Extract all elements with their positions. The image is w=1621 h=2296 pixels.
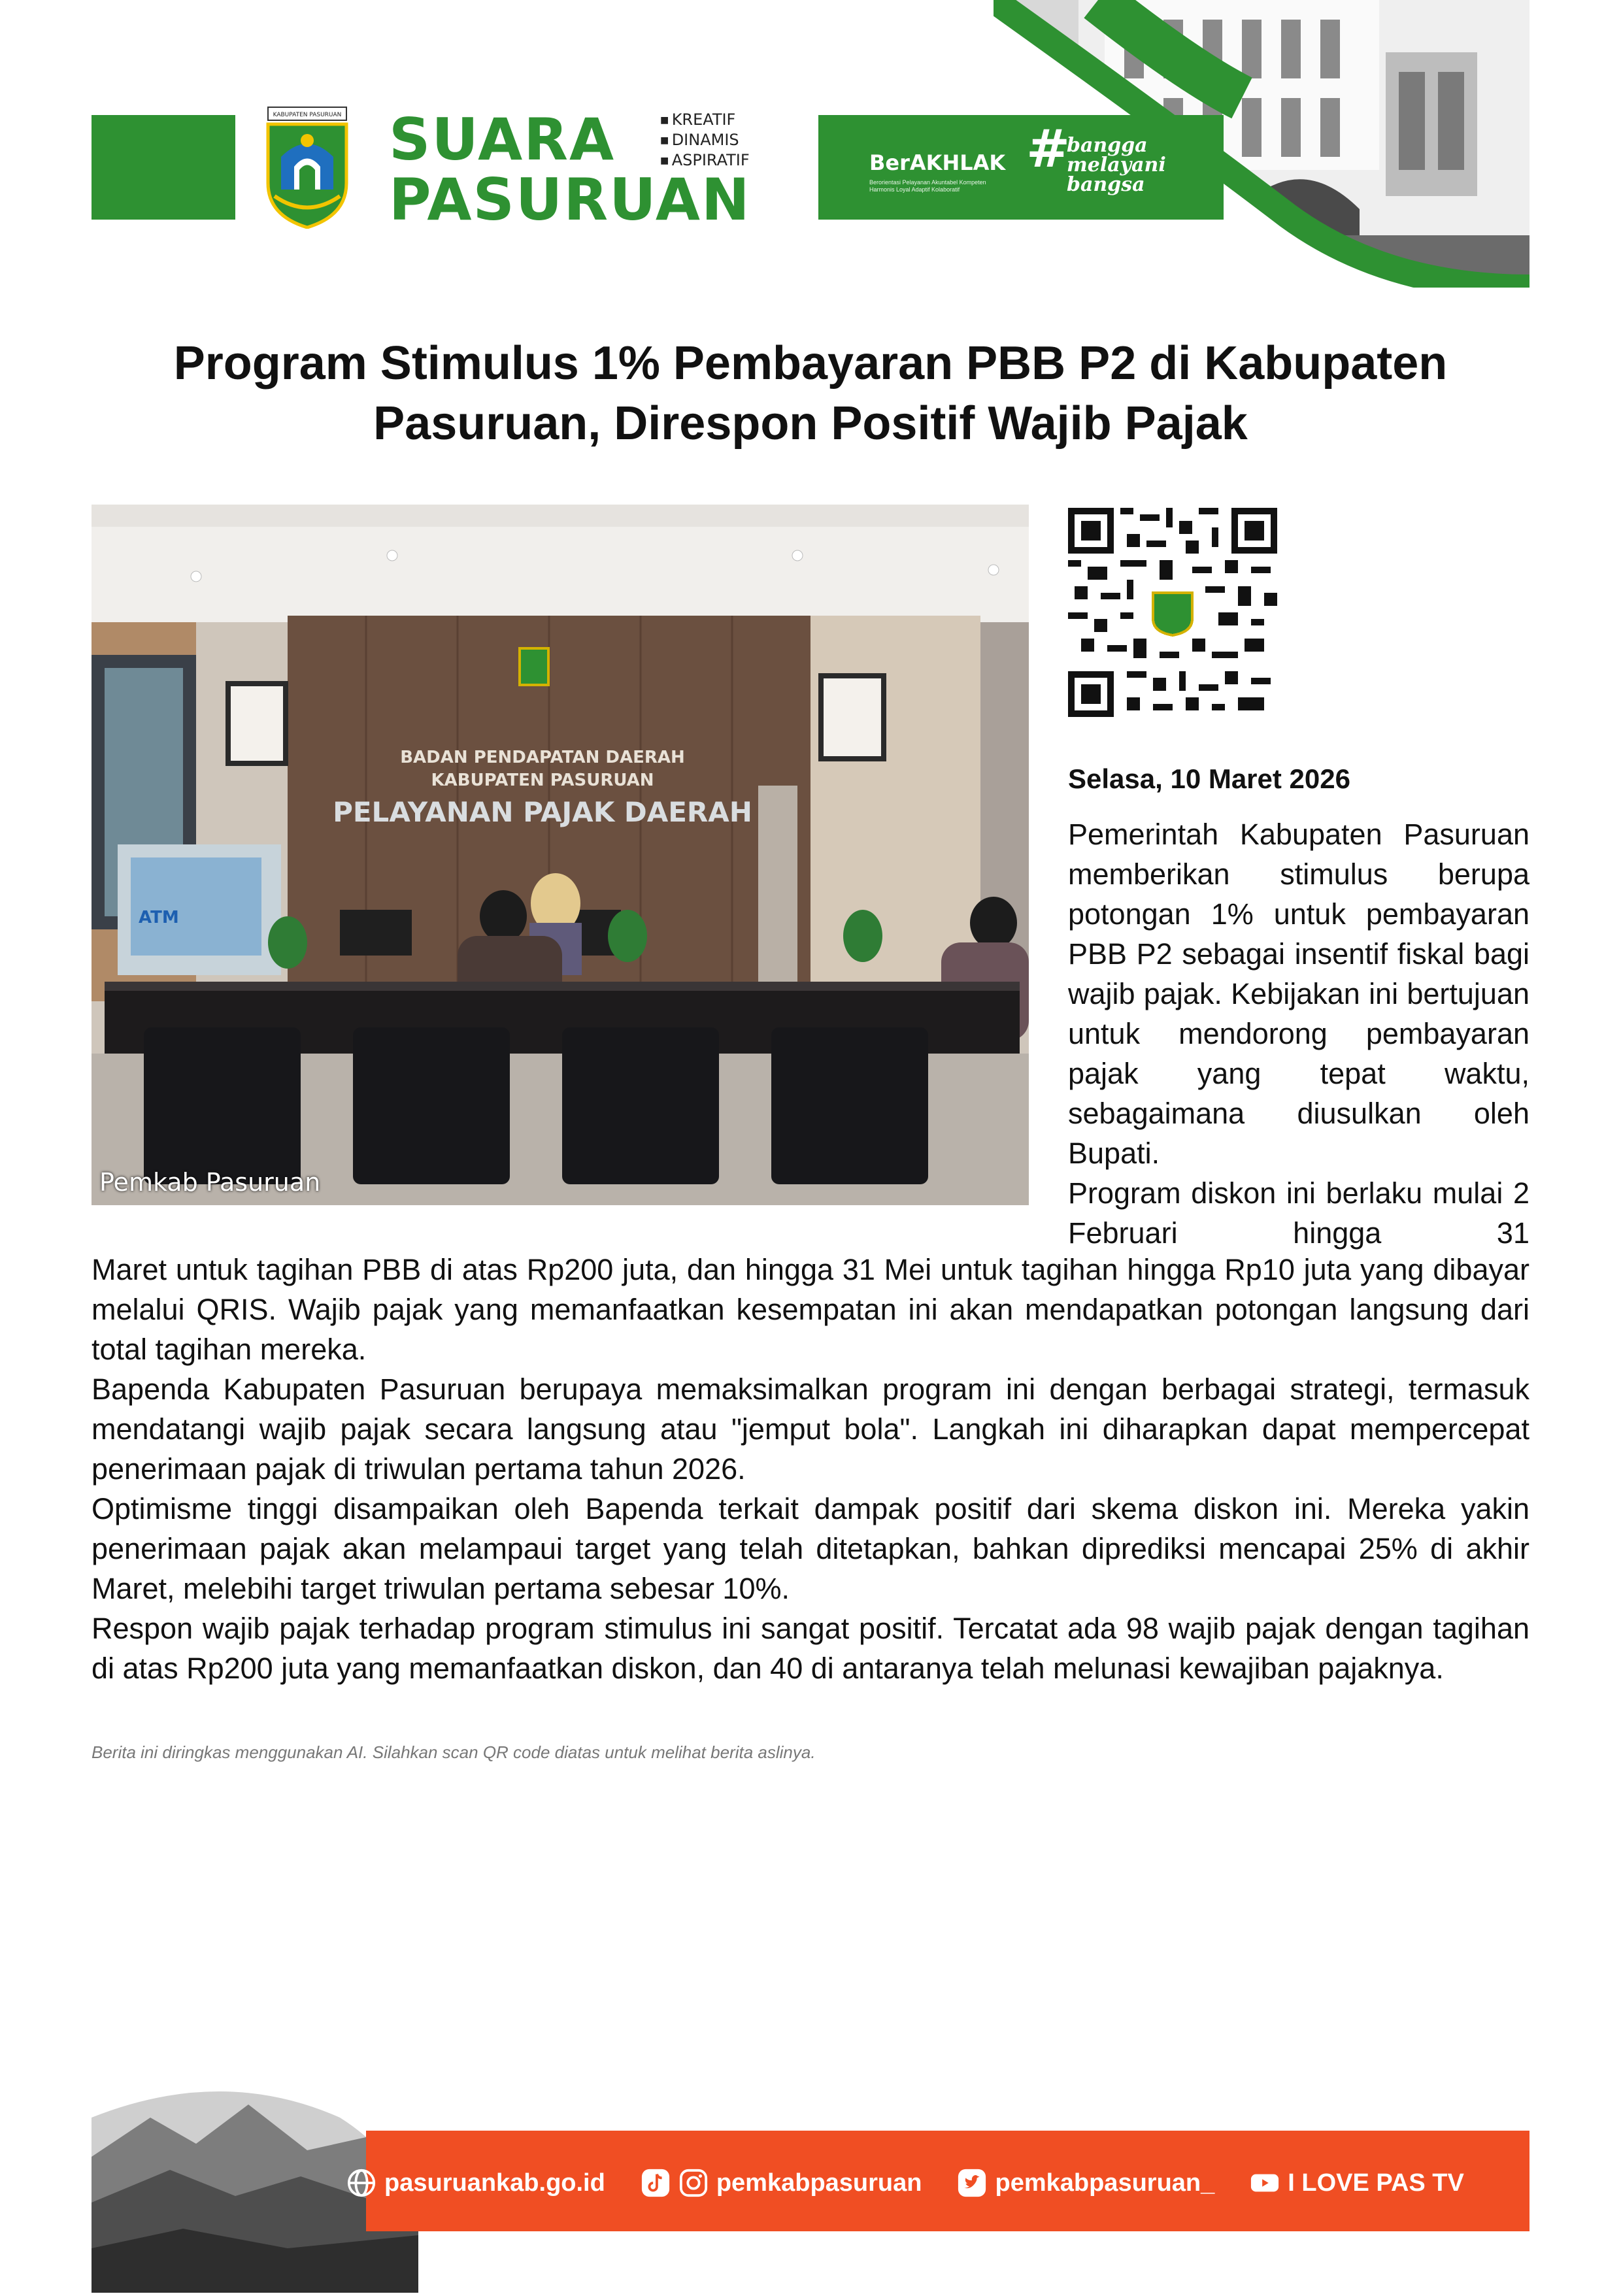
hashtag-word: bangga [1067, 134, 1148, 157]
berakhlak-subtitle: Berorientasi Pelayanan Akuntabel Kompeten Harmonis Loyal Adaptif Kolaboratif [869, 179, 986, 193]
hashtag-word: melayani [1067, 154, 1166, 176]
footer-twitter-link[interactable]: pemkabpasuruan_ [995, 2169, 1215, 2197]
crest-label: KABUPATEN PASURUAN [273, 112, 342, 118]
paragraph: Maret untuk tagihan PBB di atas Rp200 juta, dan hingga 31 Mei untuk tagihan hingga Rp10 juta yang dibayar melalui QRIS. Wajib pajak yang memanfaatkan kesempatan ini akan mendapatkan potongan langsung dari total tagihan mereka. [92, 1253, 1529, 1366]
article-date: Selasa, 10 Maret 2026 [1068, 763, 1350, 794]
photo-sign-line3: PELAYANAN PAJAK DAERAH [333, 796, 752, 828]
footer-links [346, 2163, 1464, 2203]
article-title: Program Stimulus 1% Pembayaran PBB P2 di Kabupaten Pasuruan, Direspon Positif Wajib Pajak [173, 337, 1448, 450]
footer-website-link[interactable]: pasuruankab.go.id [384, 2169, 605, 2197]
paragraph: Respon wajib pajak terhadap program stimulus ini sangat positif. Tercatat ada 98 wajib pajak dengan tagihan di atas Rp200 juta yang memanfaatkan diskon, dan 40 di antaranya telah melunasi kewajiban pajaknya. [92, 1612, 1529, 1685]
hashtag-word: bangsa [1067, 173, 1145, 196]
twitter-icon [957, 2168, 987, 2198]
tagline [660, 110, 750, 171]
hashtag-icon: # [1026, 118, 1071, 179]
brand-line-2: PASURUAN [389, 166, 751, 233]
qr-code[interactable] [1068, 508, 1277, 717]
article-side-text [1068, 814, 1529, 1253]
berakhlak-logo: BerAKHLAK [869, 150, 1006, 175]
ai-disclaimer: Berita ini diringkas menggunakan AI. Silahkan scan QR code diatas untuk melihat berita aslinya. [92, 1742, 816, 1762]
brand-line-1: SUARA [389, 106, 616, 173]
photo-caption: Pemkab Pasuruan [99, 1168, 321, 1197]
youtube-icon [1250, 2168, 1280, 2198]
paragraph: Program diskon ini berlaku mulai 2 Februari hingga 31 [1068, 1176, 1529, 1250]
article-main-text [92, 1250, 1529, 1688]
article-photo [92, 505, 1029, 1205]
paragraph: Pemerintah Kabupaten Pasuruan memberikan stimulus berupa potongan 1% untuk pembayaran PBB P2 sebagai insentif fiskal bagi wajib pajak. Kebijakan ini bertujuan untuk mendorong pembayaran pajak yang tepat waktu, sebagaimana diusulkan oleh Bupati. [1068, 818, 1529, 1170]
header-green-bar-left [92, 115, 235, 220]
tiktok-icon [641, 2168, 671, 2198]
bangga-melayani-bangsa-logo [1026, 118, 1166, 196]
paragraph: Optimisme tinggi disampaikan oleh Bapenda terkait dampak positif dari skema diskon ini. Mereka yakin penerimaan pajak akan melampaui target yang telah ditetapkan, bahkan diprediksi mencapai 25% di akhir Maret, melebihi target triwulan pertama sebesar 10%. [92, 1492, 1529, 1605]
tagline-item: ■ ASPIRATIF [660, 150, 750, 171]
globe-icon [346, 2168, 376, 2198]
instagram-icon [678, 2168, 709, 2198]
photo-kiosk-label: ATM [139, 908, 179, 927]
paragraph: Bapenda Kabupaten Pasuruan berupaya memaksimalkan program ini dengan berbagai strategi, termasuk mendatangi wajib pajak secara langsung atau "jemput bola". Langkah ini diharapkan dapat mempercepat penerimaan pajak di triwulan pertama tahun 2026. [92, 1373, 1529, 1486]
photo-sign-line1: BADAN PENDAPATAN DAERAH [400, 748, 685, 767]
footer-tiktok-instagram-link[interactable]: pemkabpasuruan [716, 2169, 922, 2197]
photo-sign-line2: KABUPATEN PASURUAN [431, 771, 654, 790]
pasuruan-crest-logo [261, 105, 353, 229]
tagline-item: ■ KREATIF [660, 110, 750, 130]
footer-youtube-link[interactable]: I LOVE PAS TV [1288, 2169, 1464, 2197]
tagline-item: ■ DINAMIS [660, 130, 750, 150]
